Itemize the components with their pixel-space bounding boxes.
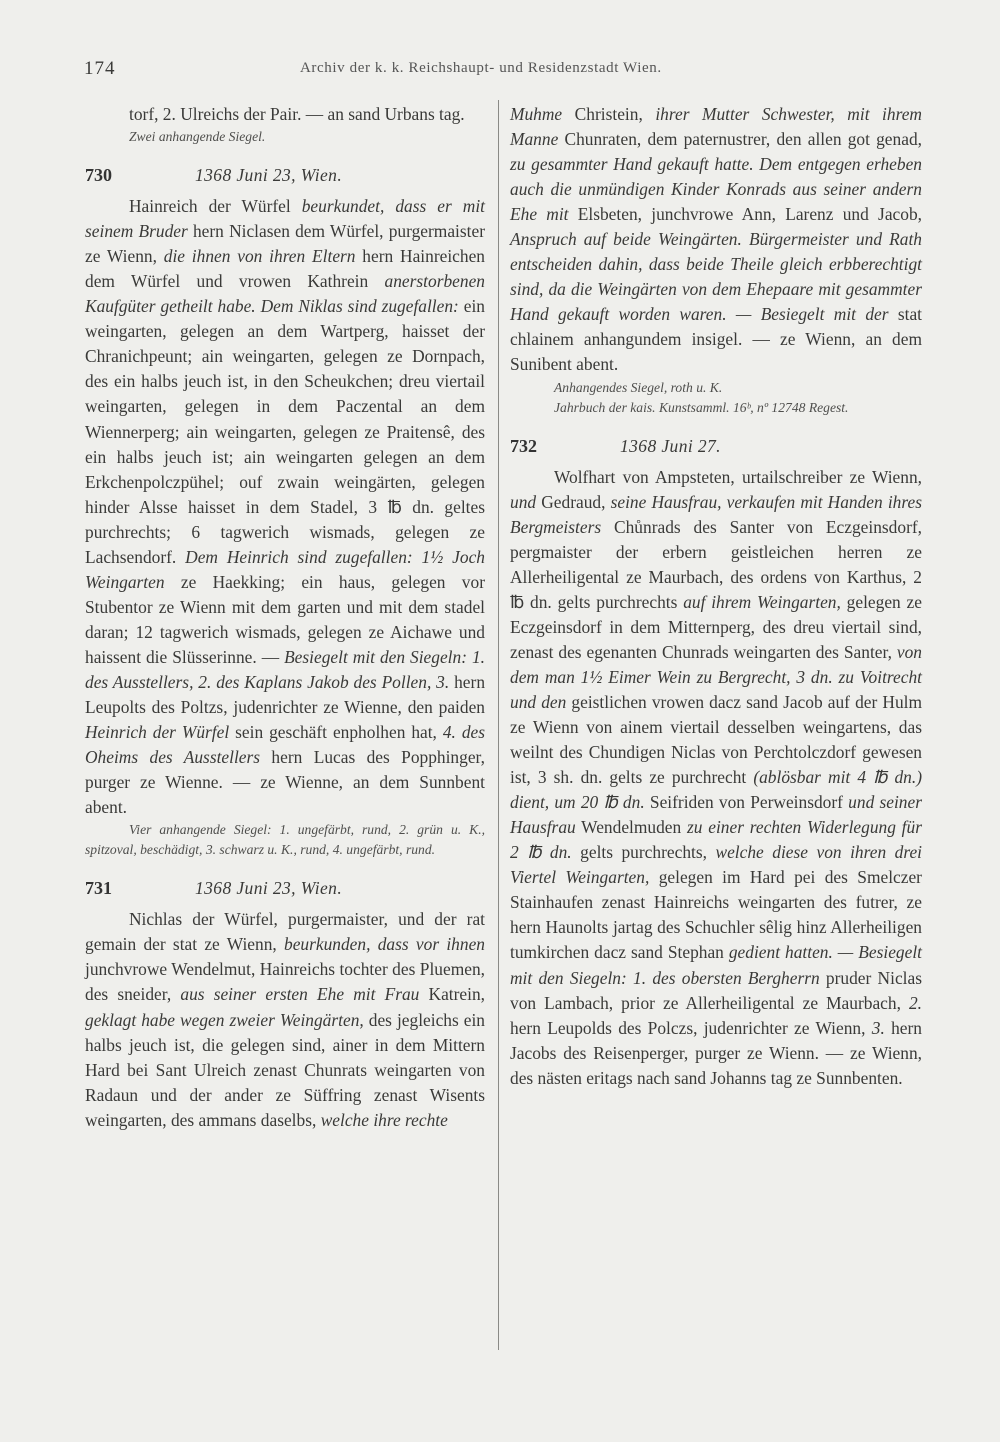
entry-date: 1368 Juni 23, Wien. xyxy=(195,165,343,186)
entry-731-body: Nichlas der Würfel, purgermaister, und der rat gemain der stat ze Wienn, beurkunden, dass vor ihnen junchvrowe Wendelmut, Hainreichs tochter des Pluemen, des sneider, aus seiner ersten Ehe mit Frau Katrein, geklagt habe wegen zweier Weingärten, des jegleichs ein halbs jeuch ist, die gelegen sind, ainer in dem Mittern Hard bei Sant Ulreich zenast Chunrats weingarten von Radaun und der ander ze Süffring zenast Wisents weingarten, des ammans daselbs, welche ihre rechte xyxy=(85,909,486,1130)
entry-date: 1368 Juni 23, Wien. xyxy=(195,878,343,899)
entry-731-heading xyxy=(85,876,485,901)
entry-730-heading xyxy=(85,163,485,188)
entry-number: 731 xyxy=(85,878,112,899)
entry-730-body: Hainreich der Würfel beurkundet, dass er mit seinem Bruder hern Niclasen dem Würfel, purgermaister ze Wienn, die ihnen von ihren Eltern hern Hainreichen dem Würfel und vrowen Kathrein anerstorbenen Kaufgüter getheilt habe. Dem Niklas sind zugefallen: ein weingarten, gelegen an dem Wartperg, haisset der Chranichpeunt; ain weingarten, gelegen ze Dornpach, des ein halbs jeuch ist, in den Scheukchen; dreu viertail weingarten, gelegen in dem Paczental an dem Wiennerperg; ain weingarten, gelegen ze Praitensê, des ein halbs jeuch ist; ain weingarten gelegen an dem Erkchenpolczpühel; ouf zwain weingärten, gelegen hinder Alsse haisset in dem Stadel, 3 ℔ dn. geltes purchrechts; 6 tagwerich wismads, gelegen ze Lachsendorf. Dem Heinrich sind zugefallen: 1½ Joch Weingarten ze Haekking; ein haus, gelegen vor Stubentor ze Wienn mit dem garten und mit dem stadel daran; 12 tagwerich wismads, gelegen ze Aichawe und haissent die Slüsserinne. — Besiegelt mit den Siegeln: 1. des Ausstellers, 2. des Kaplans Jakob des Pollen, 3. hern Leupolts des Poltzs, judenrichter ze Wienne, den paiden Heinrich der Würfel sein geschäft enpholhen hat, 4. des Oheims des Ausstellers hern Lucas des Popphinger, purger ze Wienne. — ze Wienne, an dem Sunnbent abent. xyxy=(85,196,486,818)
column-divider xyxy=(498,100,499,1350)
entry-number: 730 xyxy=(85,165,112,186)
entry-732-body: Wolfhart von Ampsteten, urtailschreiber ze Wienn, und Gedraud, seine Hausfrau, verkaufen mit Handen ihres Bergmeisters Chůnrads des Santer von Eczgeinsdorf, pergmaister der erbern geistleichen herren ze Allerheiligental ze Maurbach, des ordens von Karthus, 2 ℔ dn. gelts purchrechts auf ihrem Weingarten, gelegen ze Eczgeinsdorf in dem Mitternperg, des dreu viertail sind, zenast des egenanten Chunrads weingarten des Santer, von dem man 1½ Eimer Wein zu Bergrecht, 3 dn. zu Voitrecht und den geistlichen vrowen dacz sand Jacob auf der Hulm ze Wienn von ainem viertail desselben weingartens, das weilnt des Chundigen Niclas von Perchtolczdorf gewesen ist, 3 sh. dn. gelts ze purchrecht (ablösbar mit 4 ℔ dn.) dient, um 20 ℔ dn. Seifriden von Perweinsdorf und seiner Hausfrau Wendelmuden zu einer rechten Widerlegung für 2 ℔ dn. gelts purchrechts, welche diese von ihren drei Viertel Weingarten, gelegen im Hard pei des Smelczer Stainhaufen zenast Hainreichs weingarten des futrer, ze hern Haunolts jartag des Schuchler sêlig hinz Allerheiligen tumkirchen dacz sand Stephan gedient hatten. — Besiegelt mit den Siegeln: 1. des obersten Bergherrn pruder Niclas von Lambach, prior ze Allerheiligental ze Maurbach, 2. hern Leupolds des Polczs, judenrichter ze Wienn, 3. hern Jacobs des Reisenperger, purger ze Wienn. — ze Wienn, des nästen eritags nach sand Johanns tag ze Sunnbenten. xyxy=(510,466,923,1088)
left-column xyxy=(85,102,485,1133)
entry-730-seal-note: Vier anhangende Siegel: 1. ungefärbt, rund, 2. grün u. K., spitzoval, beschädigt, 3. schwarz u. K., rund, 4. ungefärbt, rund. xyxy=(85,822,485,858)
entry-731-reference-note: Jahrbuch der kais. Kunstsamml. 16ᵇ, nº 12748 Regest. xyxy=(554,399,849,415)
running-title: Archiv der k. k. Reichshaupt- und Residenzstadt Wien. xyxy=(300,60,662,76)
continued-text: torf, 2. Ulreichs der Pair. — an sand Urbans tag. xyxy=(129,104,465,124)
entry-date: 1368 Juni 27. xyxy=(620,435,721,456)
entry-732-heading xyxy=(510,434,922,459)
seal-note: Zwei anhangende Siegel. xyxy=(129,129,266,145)
page-number: 174 xyxy=(84,58,116,79)
entry-731-continued: Muhme Christein, ihrer Mutter Schwester, mit ihrem Manne Chunraten, dem paternustrer, den allen got genad, zu gesammter Hand gekauft hatte. Dem entgegen erheben auch die unmündigen Kinder Konrads aus seiner andern Ehe mit Elsbeten, junchvrowe Ann, Larenz und Jacob, Anspruch auf beide Weingärten. Bürgermeister und Rath entscheiden dahin, dass beide Theile gleich erbberechtigt sind, da die Weingärten von dem Ehepaare mit gesammter Hand gekauft worden waren. — Besiegelt mit der stat chlainem anhangundem insigel. — ze Wienn, an dem Sunibent abent. xyxy=(510,104,923,375)
right-column xyxy=(510,102,922,1091)
entry-number: 732 xyxy=(510,435,537,456)
entry-731-seal-note: Anhangendes Siegel, roth u. K. xyxy=(554,379,723,395)
